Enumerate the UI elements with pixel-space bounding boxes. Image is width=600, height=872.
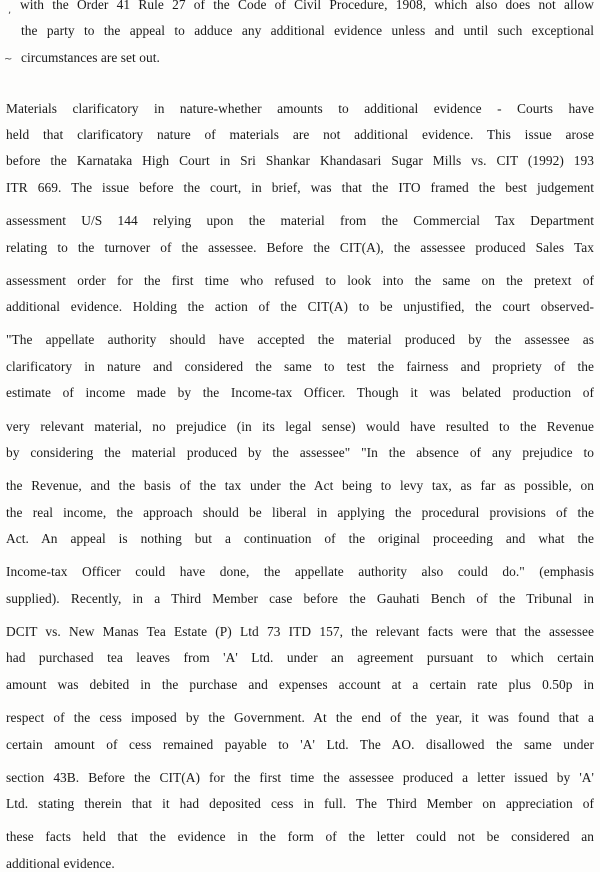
text-line: before the Karnataka High Court in Sri Shankar Khandasari Sugar Mills vs. CIT (1992) 193 bbox=[6, 153, 594, 168]
text-line: estimate of income made by the Income-tax Officer. Though it was belated production of bbox=[6, 385, 594, 400]
text-line: assessment order for the first time who refused to look into the same on the pretext of bbox=[6, 273, 594, 288]
text-line: Act. An appeal is nothing but a continuation of the original proceeding and what the bbox=[6, 531, 594, 546]
text-line: assessment U/S 144 relying upon the material from the Commercial Tax Department bbox=[6, 213, 594, 228]
text-line: amount was debited in the purchase and expenses account at a certain rate plus 0.50p in bbox=[6, 677, 594, 692]
text-line: section 43B. Before the CIT(A) for the first time the assessee produced a letter issued by 'A' bbox=[6, 770, 594, 785]
text-line: additional evidence. bbox=[6, 856, 115, 871]
scan-mark: ~ bbox=[4, 54, 13, 65]
text-line: certain amount of cess remained payable to 'A' Ltd. The AO. disallowed the same under bbox=[6, 737, 594, 752]
text-line: DCIT vs. New Manas Tea Estate (P) Ltd 73 ITD 157, the relevant facts were that the assessee bbox=[6, 624, 594, 639]
text-line: the party to the appeal to adduce any additional evidence unless and until such exceptional bbox=[21, 23, 594, 38]
text-line: Materials clarificatory in nature-whether amounts to additional evidence - Courts have bbox=[6, 101, 594, 116]
text-line: these facts held that the evidence in the form of the letter could not be considered an bbox=[6, 829, 594, 844]
text-line: clarificatory in nature and considered the same to test the fairness and propriety of the bbox=[6, 359, 594, 374]
text-line: with the Order 41 Rule 27 of the Code of Civil Procedure, 1908, which also does not allow bbox=[20, 0, 594, 12]
text-line: by considering the material produced by the assessee" "In the absence of any prejudice to bbox=[6, 445, 594, 460]
text-line: Ltd. stating therein that it had deposited cess in full. The Third Member on appreciation of bbox=[6, 796, 594, 811]
text-line: "The appellate authority should have accepted the material produced by the assessee as bbox=[6, 332, 594, 347]
text-line: held that clarificatory nature of materials are not additional evidence. This issue arose bbox=[6, 127, 594, 142]
text-line: respect of the cess imposed by the Government. At the end of the year, it was found that a bbox=[6, 710, 594, 725]
text-line: supplied). Recently, in a Third Member case before the Gauhati Bench of the Tribunal in bbox=[6, 591, 594, 606]
text-line: very relevant material, no prejudice (in its legal sense) would have resulted to the Revenue bbox=[6, 419, 594, 434]
text-line: the real income, the approach should be liberal in applying the procedural provisions of the bbox=[6, 505, 594, 520]
text-line: circumstances are set out. bbox=[21, 50, 160, 65]
text-line: the Revenue, and the basis of the tax under the Act being to levy tax, as far as possible, on bbox=[6, 478, 594, 493]
text-line: had purchased tea leaves from 'A' Ltd. under an agreement pursuant to which certain bbox=[6, 650, 594, 665]
text-line: Income-tax Officer could have done, the appellate authority also could do." (emphasis bbox=[6, 564, 594, 579]
scan-mark: , bbox=[8, 5, 12, 16]
text-line: additional evidence. Holding the action of the CIT(A) to be unjustified, the court observed- bbox=[6, 299, 594, 314]
text-line: relating to the turnover of the assessee. Before the CIT(A), the assessee produced Sales Tax bbox=[6, 240, 594, 255]
text-line: ITR 669. The issue before the court, in brief, was that the ITO framed the best judgement bbox=[6, 180, 594, 195]
